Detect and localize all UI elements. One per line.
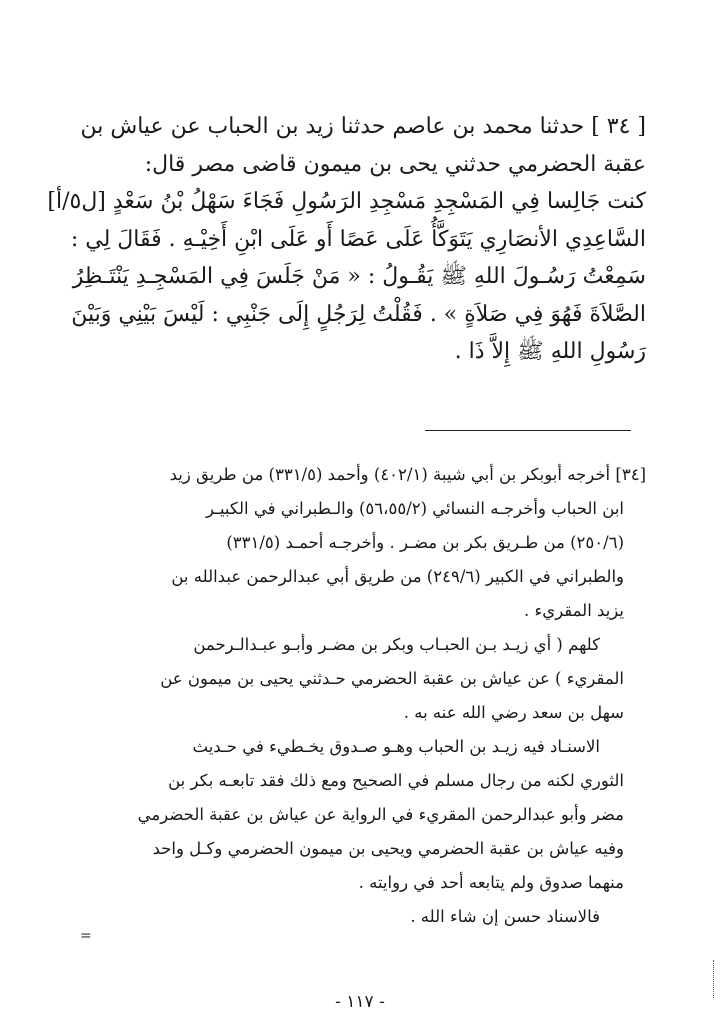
hadith-line: كنت جَالِسا فِي المَسْجِدِ مَسْجِدِ الرَسُولِ فَجَاءَ سَهْلُ بْنُ سَعْدٍ [ل٥/أ]	[47, 189, 646, 214]
footnote-line: كلهم ( أي زيـد بـن الحبـاب وبكر بن مضـر وأبـو عبـدالـرحمن	[193, 635, 600, 654]
hadith-line: السَّاعِدِي الأنصَارِي يَتَوَكَّأُ عَلَى عَصًا أَو عَلَى ابْنِ أَخِيْـهِ . فَقَالَ لِي :	[70, 226, 646, 252]
hadith-line: رَسُولِ اللهِ ﷺ إِلاَّ ذَا .	[454, 339, 646, 364]
footnote-line: منهما صدوق ولم يتابعه أحد في روايته .	[358, 873, 624, 892]
footnote-line: المقريء ) عن عياش بن عقبة الحضرمي حـدثني يحيى بن ميمون عن	[160, 669, 624, 688]
footnote-separator	[425, 430, 631, 431]
hadith-line: [ ٣٤ ] حدثنا محمد بن عاصم حدثنا زيد بن الحباب عن عياش بن	[80, 114, 646, 139]
hadith-line: الصَّلاَةَ فَهُوَ فِي صَلاَةٍ » . فَقُلْتُ لِرَجُلٍ إِلَى جَنْبِي : لَيْسَ بَيْنِي وَبَيْنَ	[71, 301, 646, 327]
footnote-line: ابن الحباب وأخرجـه النسائي (٥٦،٥٥/٢) والـطبراني في الكبيـر	[206, 499, 624, 518]
footnote-line: سهل بن سعد رضي الله عنه به .	[403, 703, 624, 722]
footnote-line: الثوري لكنه من رجال مسلم في الصحيح ومع ذلك فقد تابعـه بكر بن	[168, 771, 624, 790]
footnote-line: والطبراني في الكبير (٢٤٩/٦) من طريق أبي عبدالرحمن عبدالله بن	[171, 567, 624, 586]
footnote-line: فالاسناد حسن إن شاء الله .	[410, 907, 600, 926]
hadith-line: عقبة الحضرمي حدثني يحى بن ميمون قاضى مصر قال:	[144, 151, 646, 177]
hadith-line: سَمِعْتُ رَسُـولَ اللهِ ﷺ يَقُـولُ : « مَنْ جَلَسَ فِي المَسْجِـدِ يَنْتَـظِرُ	[72, 264, 646, 289]
page-number: - ١١٧ -	[335, 992, 385, 1012]
footnote-line: (٢٥٠/٦) من طـريق بكر بن مضـر . وأخرجـه أحمـد (٣٣١/٥)	[226, 533, 624, 552]
hadith-text	[47, 108, 646, 371]
footnotes	[86, 458, 646, 934]
margin-mark: =	[80, 928, 92, 944]
footnote-line: مضر وأبو عبدالرحمن المقريء في الرواية عن عياش بن عقبة الحضرمي	[137, 805, 624, 824]
footnote-line: الاسنـاد فيه زيـد بن الحباب وهـو صـدوق يخـطيء في حـديث	[192, 737, 600, 756]
footnote-line: وفيه عياش بن عقبة الحضرمي ويحيى بن ميمون الحضرمي وكـل واحد	[152, 839, 624, 858]
footnote-line: [٣٤] أخرجه أبوبكر بن أبي شيبة (٤٠٢/١) وأحمد (٣٣١/٥) من طريق زيد	[169, 465, 646, 484]
footnote-line: يزيد المقريء .	[524, 601, 624, 620]
